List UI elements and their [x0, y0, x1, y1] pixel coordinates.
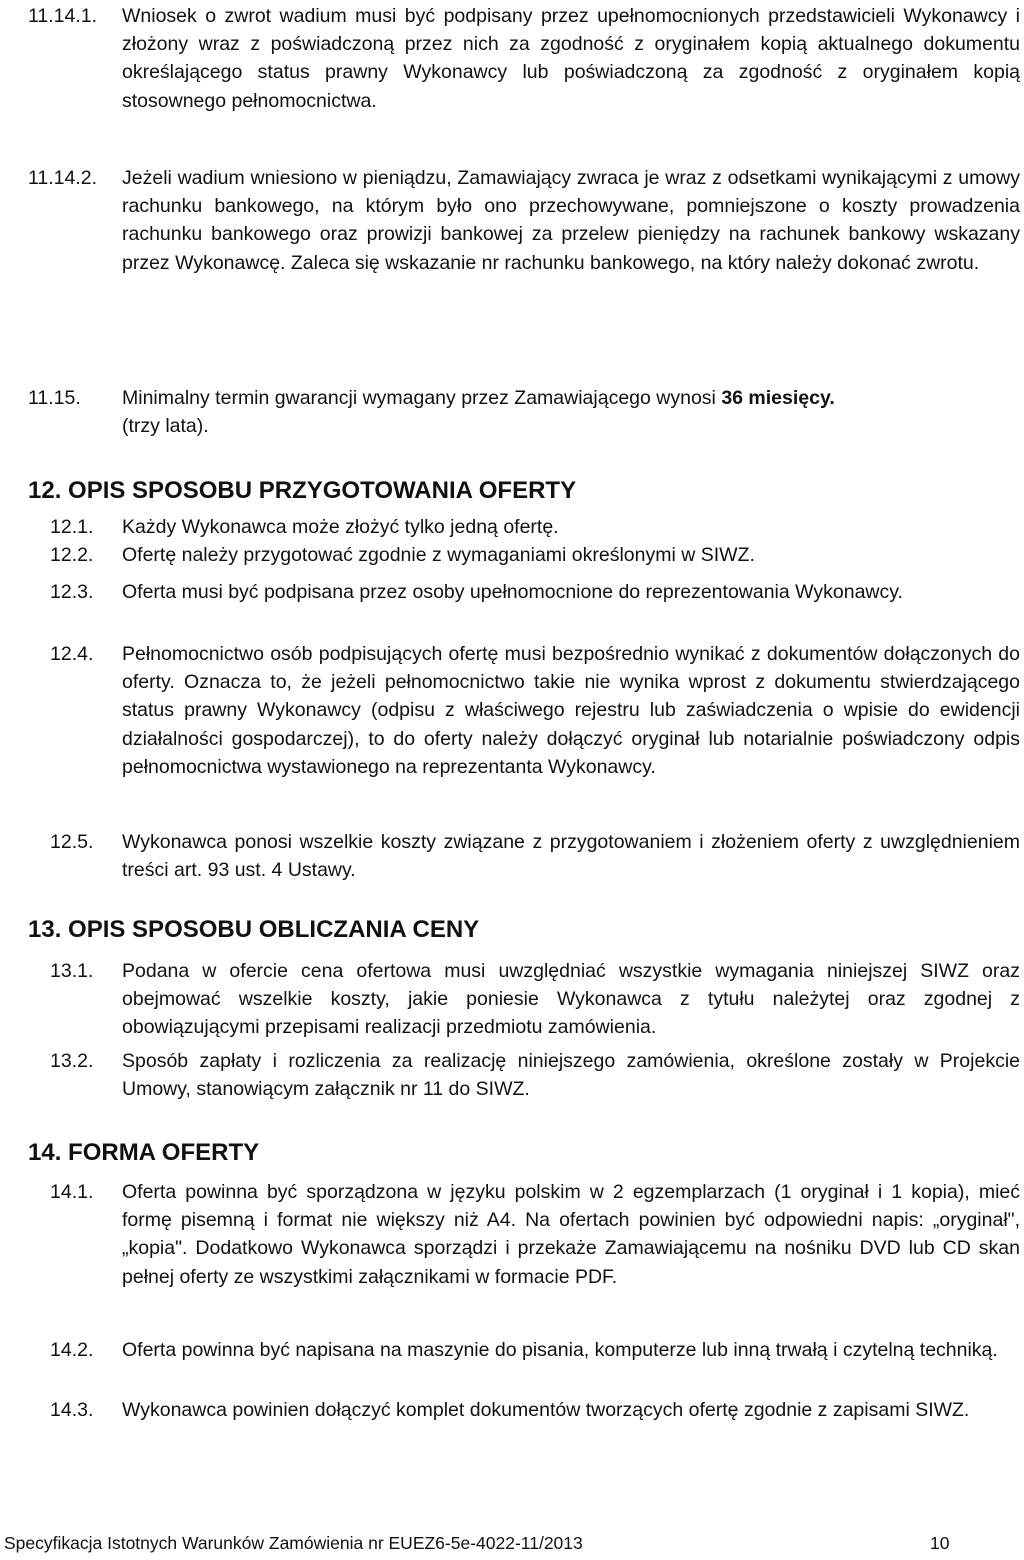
paragraph-text: Minimalny termin gwarancji wymagany przez Zamawiającego wynosi — [122, 387, 722, 409]
section-number: 11.15. — [28, 387, 81, 409]
section-number: 12.4. — [50, 643, 94, 665]
paragraph-14-1: Oferta powinna być sporządzona w języku polskim w 2 egzemplarzach (1 oryginał i 1 kopia), mieć formę pisemną i format nie większy niż A4. Na ofertach powinien być odpowiedni napis: „oryginał", „kopia". Dodatkowo Wykonawca sporządzi i przekaże Zamawiającemu na nośniku DVD lub CD skan pełnej oferty ze wszystkimi załącznikami w formacie PDF. — [122, 1181, 1020, 1288]
section-number: 13.1. — [50, 960, 94, 982]
section-number: 12.3. — [50, 581, 94, 603]
footer-title: Specyfikacja Istotnych Warunków Zamówienia nr EUEZ6-5e-4022-11/2013 — [4, 1533, 583, 1553]
bold-term: 36 miesięcy. — [721, 387, 835, 409]
paragraph-12-5: Wykonawca ponosi wszelkie koszty związane z przygotowaniem i złożeniem oferty z uwzględnieniem treści art. 93 ust. 4 Ustawy. — [122, 831, 1020, 882]
section-heading-12: 12. OPIS SPOSOBU PRZYGOTOWANIA OFERTY — [28, 477, 577, 504]
paragraph-text: (trzy lata). — [122, 415, 209, 438]
section-number: 14.1. — [50, 1181, 94, 1203]
section-number: 14.3. — [50, 1399, 94, 1421]
paragraph-11-15 — [122, 384, 1020, 440]
paragraph-12-4: Pełnomocnictwo osób podpisujących ofertę musi bezpośrednio wynikać z dokumentów dołączonych do oferty. Oznacza to, że jeżeli pełnomocnictwo takie nie wynika wprost z dokumentu stwierdzającego status prawny Wykonawcy (odpisu z właściwego rejestru lub zaświadczenia o wpisie do ewidencji działalności gospodarczej), to do oferty należy dołączyć oryginał lub notarialnie poświadczony odpis pełnomocnictwa wystawionego na reprezentanta Wykonawcy. — [122, 643, 1020, 778]
section-number: 14.2. — [50, 1339, 94, 1361]
section-number: 12.2. — [50, 544, 94, 566]
paragraph-14-3: Wykonawca powinien dołączyć komplet dokumentów tworzących ofertę zgodnie z zapisami SIWZ. — [122, 1399, 970, 1421]
paragraph-14-2: Oferta powinna być napisana na maszynie do pisania, komputerze lub inną trwałą i czytelną techniką. — [122, 1339, 998, 1361]
section-number: 11.14.2. — [28, 167, 98, 189]
paragraph-11-14-2 — [122, 164, 1020, 277]
paragraph-13-2: Sposób zapłaty i rozliczenia za realizację niniejszego zamówienia, określone zostały w Projekcie Umowy, stanowiącym załącznik nr 11 do SIWZ. — [122, 1050, 1020, 1101]
paragraph-12-3: Oferta musi być podpisana przez osoby upełnomocnione do reprezentowania Wykonawcy. — [122, 581, 903, 603]
paragraph-13-1: Podana w ofercie cena ofertowa musi uwzględniać wszystkie wymagania niniejszej SIWZ oraz obejmować wszelkie koszty, jakie poniesie Wykonawca z tytułu należytej oraz zgodnej z obowiązującymi przepisami realizacji przedmiotu zamówienia. — [122, 960, 1020, 1039]
section-number: 11.14.1. — [28, 5, 98, 27]
section-number: 12.5. — [50, 831, 94, 853]
paragraph-11-14-1 — [122, 2, 1020, 115]
page-number: 10 — [930, 1533, 950, 1553]
paragraph-12-1: Każdy Wykonawca może złożyć tylko jedną ofertę. — [122, 516, 559, 538]
section-number: 13.2. — [50, 1050, 94, 1072]
section-number: 12.1. — [50, 516, 94, 538]
paragraph-text: Wniosek o zwrot wadium musi być podpisany przez upełnomocnionych przedstawicieli Wykonawcy i złożony wraz z poświadczoną przez nich za zgodność z oryginałem kopią aktualnego dokumentu określającego status prawny Wykonawcy lub poświadczoną za zgodność z oryginałem kopią stosownego pełnomocnictwa. — [122, 5, 1020, 112]
paragraph-12-2: Ofertę należy przygotować zgodnie z wymaganiami określonymi w SIWZ. — [122, 544, 755, 566]
section-heading-14: 14. FORMA OFERTY — [28, 1139, 260, 1166]
paragraph-text: Jeżeli wadium wniesiono w pieniądzu, Zamawiający zwraca je wraz z odsetkami wynikającymi z umowy rachunku bankowego, na którym było ono przechowywane, pomniejszone o koszty prowadzenia rachunku bankowego oraz prowizji bankowej za przelew pieniędzy na rachunek bankowy wskazany przez Wykonawcę. Zaleca się wskazanie nr rachunku bankowego, na który należy dokonać zwrotu. — [122, 167, 1020, 274]
section-heading-13: 13. OPIS SPOSOBU OBLICZANIA CENY — [28, 916, 480, 943]
